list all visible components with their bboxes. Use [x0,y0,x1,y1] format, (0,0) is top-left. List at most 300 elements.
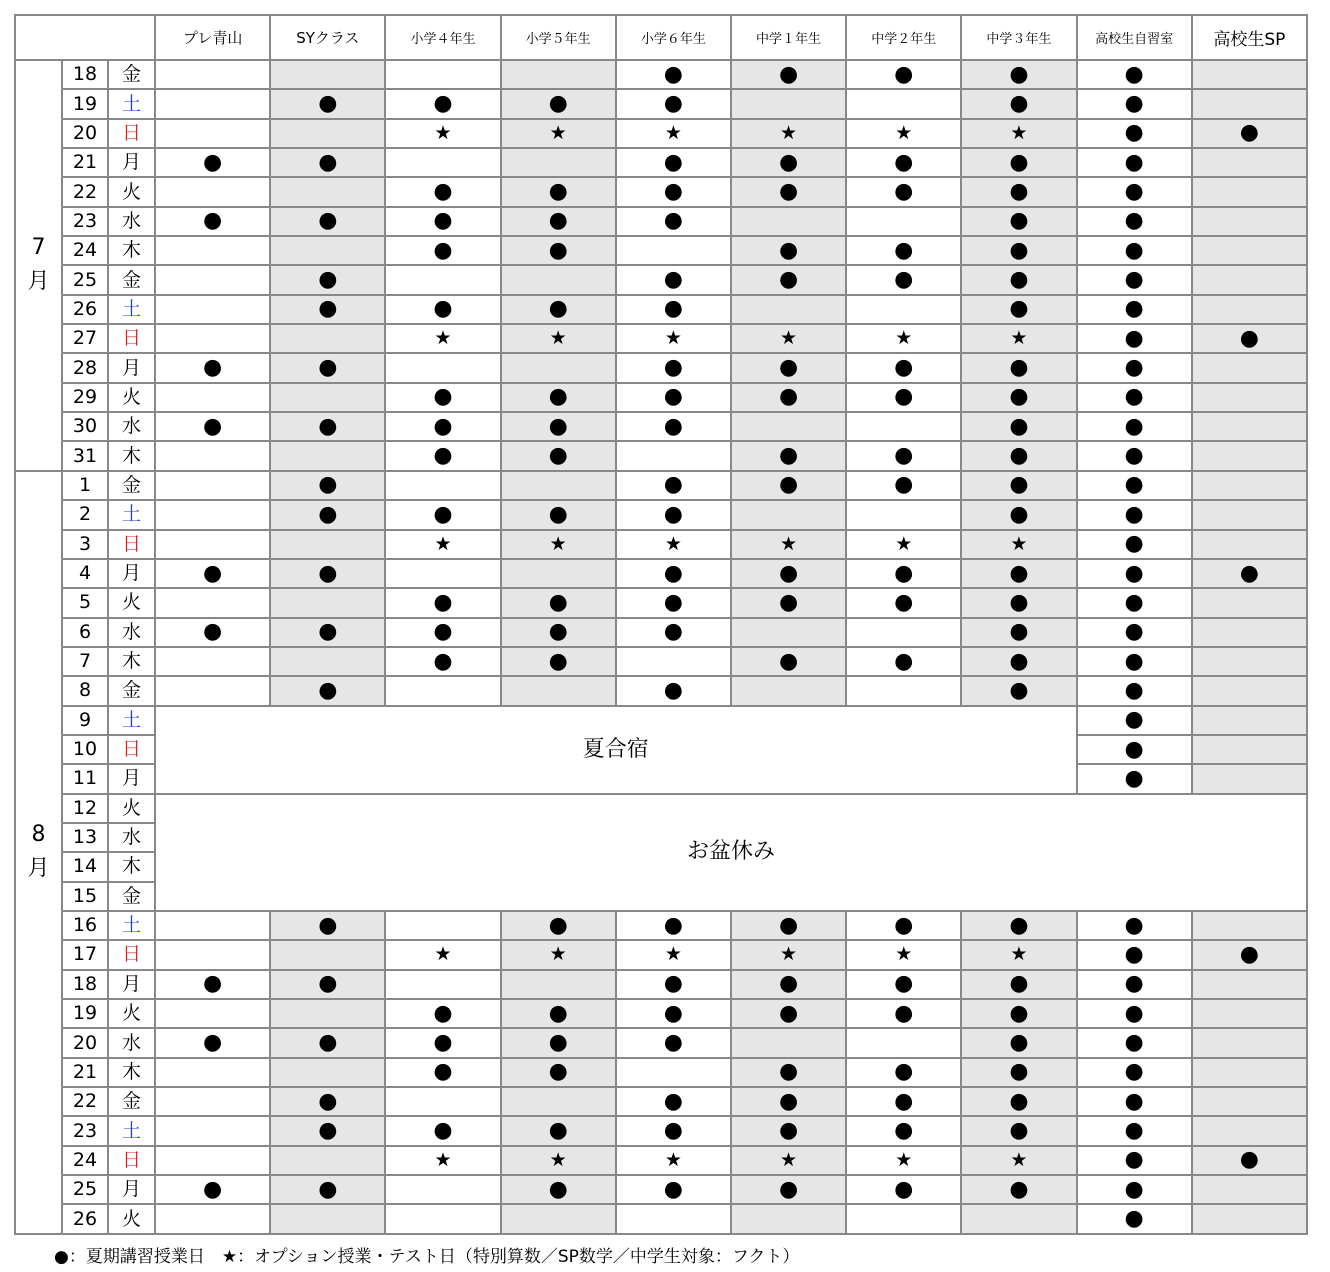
weekday: 木 [108,1058,155,1087]
schedule-cell [501,1087,616,1116]
day-number: 23 [62,1116,108,1145]
schedule-cell: ● [1077,1204,1192,1233]
schedule-cell: ● [501,177,616,206]
schedule-cell: ● [961,207,1076,236]
day-number: 3 [62,530,108,559]
schedule-cell: ● [961,559,1076,588]
schedule-cell: ● [616,412,731,441]
schedule-cell: ● [961,999,1076,1028]
day-number: 6 [62,618,108,647]
weekday: 金 [108,1087,155,1116]
schedule-cell [731,1028,846,1057]
schedule-cell [155,647,270,676]
schedule-cell [385,1204,500,1233]
schedule-cell: ● [385,177,500,206]
schedule-cell: ● [846,647,961,676]
schedule-cell: ★ [731,324,846,353]
schedule-cell: ● [961,1175,1076,1204]
schedule-cell: ● [846,1087,961,1116]
schedule-cell: ● [961,353,1076,382]
weekday: 土 [108,911,155,940]
schedule-cell [501,353,616,382]
schedule-cell [385,60,500,89]
schedule-cell: ★ [731,940,846,969]
schedule-cell [270,119,385,148]
schedule-cell: ● [1077,735,1192,764]
schedule-cell: ● [846,383,961,412]
schedule-cell [731,618,846,647]
summer-camp-block: 夏合宿 [155,706,1077,794]
weekday: 月 [108,970,155,999]
schedule-cell: ● [385,1028,500,1057]
schedule-cell: ● [270,676,385,705]
day-number: 26 [62,1204,108,1233]
weekday: 日 [108,119,155,148]
schedule-cell: ● [1077,353,1192,382]
schedule-cell: ● [616,177,731,206]
schedule-cell: ● [731,236,846,265]
weekday: 火 [108,999,155,1028]
weekday: 日 [108,735,155,764]
schedule-cell: ★ [846,119,961,148]
day-number: 18 [62,970,108,999]
schedule-cell: ● [616,559,731,588]
schedule-cell: ● [501,647,616,676]
schedule-cell [616,1204,731,1233]
day-number: 21 [62,1058,108,1087]
schedule-cell: ● [961,177,1076,206]
day-number: 8 [62,676,108,705]
day-number: 5 [62,588,108,617]
schedule-cell: ● [385,89,500,118]
schedule-cell [270,383,385,412]
schedule-cell: ● [1077,236,1192,265]
day-number: 21 [62,148,108,177]
schedule-cell: ● [846,588,961,617]
schedule-cell: ● [385,999,500,1028]
day-number: 16 [62,911,108,940]
day-number: 7 [62,647,108,676]
schedule-cell: ● [385,295,500,324]
schedule-cell [270,324,385,353]
day-number: 24 [62,1146,108,1175]
schedule-cell: ● [385,647,500,676]
schedule-cell [385,911,500,940]
schedule-cell: ● [961,236,1076,265]
schedule-cell [385,148,500,177]
col-header: 高校生SP [1192,15,1307,60]
schedule-cell: ● [961,441,1076,470]
schedule-cell [1192,60,1307,89]
schedule-cell: ★ [846,324,961,353]
schedule-cell [1192,471,1307,500]
schedule-cell [1192,1058,1307,1087]
schedule-cell [1192,500,1307,529]
table-row [15,441,1307,470]
schedule-cell [1192,1028,1307,1057]
schedule-cell: ● [616,1028,731,1057]
schedule-cell: ● [270,89,385,118]
day-number: 22 [62,1087,108,1116]
table-row [15,207,1307,236]
schedule-cell: ● [501,1116,616,1145]
schedule-cell: ● [846,911,961,940]
schedule-cell [1192,236,1307,265]
schedule-cell: ● [961,60,1076,89]
schedule-cell: ● [731,148,846,177]
legend: ●：夏期講習授業日 ★：オプション授業・テスト日（特別算数／SP数学／中学生対象：フクト） [54,1247,800,1267]
schedule-cell [1192,735,1307,764]
schedule-cell [155,119,270,148]
schedule-cell [501,559,616,588]
schedule-cell: ★ [961,324,1076,353]
month-label: 7 月 [15,60,62,471]
schedule-cell [731,89,846,118]
schedule-cell: ● [1077,1028,1192,1057]
schedule-cell: ● [731,60,846,89]
schedule-cell: ★ [385,324,500,353]
table-row [15,412,1307,441]
weekday: 金 [108,471,155,500]
weekday: 日 [108,1146,155,1175]
schedule-cell: ● [385,618,500,647]
schedule-cell: ● [501,500,616,529]
schedule-cell: ★ [501,530,616,559]
weekday: 日 [108,324,155,353]
schedule-cell: ★ [731,1146,846,1175]
weekday: 月 [108,353,155,382]
schedule-cell: ● [501,618,616,647]
schedule-cell: ● [1077,588,1192,617]
schedule-cell: ● [846,559,961,588]
schedule-cell: ● [1077,471,1192,500]
table-row [15,119,1307,148]
weekday: 金 [108,265,155,294]
schedule-cell: ● [731,1058,846,1087]
day-number: 23 [62,207,108,236]
schedule-cell: ● [1192,559,1307,588]
schedule-body [15,60,1307,1234]
schedule-cell [155,177,270,206]
table-row [15,1058,1307,1087]
schedule-cell [846,207,961,236]
weekday: 土 [108,500,155,529]
schedule-cell: ● [616,970,731,999]
schedule-cell: ● [961,970,1076,999]
schedule-cell: ● [270,265,385,294]
schedule-cell [155,441,270,470]
weekday: 月 [108,148,155,177]
schedule-cell: ● [961,265,1076,294]
weekday: 月 [108,559,155,588]
schedule-cell: ● [731,383,846,412]
schedule-cell: ● [616,295,731,324]
col-header: 中学３年生 [961,15,1076,60]
schedule-cell: ● [731,559,846,588]
col-header: 小学５年生 [501,15,616,60]
day-number: 26 [62,295,108,324]
schedule-cell: ★ [961,119,1076,148]
schedule-cell [1192,588,1307,617]
table-row [15,970,1307,999]
schedule-cell: ● [961,647,1076,676]
schedule-cell [1192,177,1307,206]
schedule-cell: ● [616,618,731,647]
day-number: 18 [62,60,108,89]
schedule-cell: ● [846,236,961,265]
schedule-cell [1192,1204,1307,1233]
schedule-cell: ● [846,1116,961,1145]
schedule-cell: ● [270,471,385,500]
schedule-cell [1192,999,1307,1028]
schedule-cell: ● [501,207,616,236]
schedule-cell: ★ [385,940,500,969]
weekday: 金 [108,676,155,705]
schedule-cell: ★ [961,940,1076,969]
schedule-cell: ● [846,148,961,177]
schedule-cell: ● [385,207,500,236]
schedule-cell [731,500,846,529]
schedule-cell: ★ [961,1146,1076,1175]
table-row [15,148,1307,177]
schedule-cell: ● [1077,1087,1192,1116]
schedule-cell: ★ [846,530,961,559]
schedule-cell: ● [616,911,731,940]
weekday: 金 [108,60,155,89]
table-row [15,1146,1307,1175]
schedule-cell [155,940,270,969]
schedule-cell [155,500,270,529]
day-number: 20 [62,119,108,148]
schedule-cell: ● [501,911,616,940]
schedule-cell: ● [846,970,961,999]
schedule-cell [1192,618,1307,647]
schedule-cell: ● [1077,119,1192,148]
schedule-cell: ● [270,970,385,999]
schedule-cell: ● [1077,940,1192,969]
schedule-cell: ● [155,1175,270,1204]
schedule-cell [385,353,500,382]
schedule-cell [385,265,500,294]
schedule-cell [616,236,731,265]
weekday: 日 [108,940,155,969]
schedule-cell: ● [385,1116,500,1145]
schedule-cell: ● [1077,412,1192,441]
day-number: 17 [62,940,108,969]
schedule-cell: ● [501,383,616,412]
table-row [15,383,1307,412]
schedule-cell: ● [616,676,731,705]
schedule-cell: ● [961,1058,1076,1087]
table-row [15,647,1307,676]
schedule-cell: ● [1077,706,1192,735]
schedule-cell: ● [616,588,731,617]
schedule-cell [616,441,731,470]
schedule-cell [846,618,961,647]
schedule-cell [270,647,385,676]
schedule-cell: ● [1077,970,1192,999]
schedule-cell: ● [155,559,270,588]
schedule-cell: ● [1077,1146,1192,1175]
schedule-cell: ● [846,441,961,470]
schedule-cell: ● [961,89,1076,118]
schedule-cell: ● [961,412,1076,441]
schedule-cell: ● [731,999,846,1028]
schedule-cell: ● [1077,441,1192,470]
schedule-cell [501,265,616,294]
day-number: 29 [62,383,108,412]
schedule-cell [1192,148,1307,177]
schedule-cell [846,1028,961,1057]
schedule-cell [155,1146,270,1175]
table-row [15,940,1307,969]
table-row [15,999,1307,1028]
schedule-cell [1192,207,1307,236]
schedule-cell [155,1204,270,1233]
schedule-cell: ● [270,911,385,940]
schedule-cell: ★ [385,1146,500,1175]
schedule-cell: ● [961,383,1076,412]
schedule-cell: ● [501,1175,616,1204]
schedule-cell: ★ [616,1146,731,1175]
schedule-cell: ● [731,970,846,999]
schedule-cell: ★ [846,1146,961,1175]
weekday: 木 [108,852,155,881]
schedule-cell [155,911,270,940]
schedule-cell: ● [155,148,270,177]
schedule-cell: ● [501,89,616,118]
schedule-cell: ● [731,265,846,294]
schedule-cell [501,970,616,999]
schedule-cell: ● [501,1028,616,1057]
schedule-cell: ● [961,588,1076,617]
schedule-cell [1192,353,1307,382]
schedule-cell: ● [731,353,846,382]
schedule-cell: ● [616,471,731,500]
schedule-cell [1192,530,1307,559]
schedule-cell: ● [1077,999,1192,1028]
schedule-cell [155,530,270,559]
schedule-cell: ● [1192,1146,1307,1175]
schedule-cell: ● [1077,764,1192,793]
table-row [15,1028,1307,1057]
schedule-cell: ● [270,412,385,441]
day-number: 14 [62,852,108,881]
schedule-cell: ★ [385,119,500,148]
schedule-cell: ● [616,207,731,236]
col-header: 小学６年生 [616,15,731,60]
schedule-cell: ● [616,383,731,412]
schedule-cell [385,1087,500,1116]
schedule-cell: ● [385,236,500,265]
schedule-cell: ● [385,588,500,617]
table-row [15,265,1307,294]
table-row [15,471,1307,500]
month-label: 8 月 [15,471,62,1234]
schedule-cell: ★ [501,1146,616,1175]
schedule-cell: ● [385,441,500,470]
schedule-cell: ● [501,236,616,265]
schedule-cell: ● [270,559,385,588]
table-row [15,60,1307,89]
schedule-cell: ● [501,441,616,470]
weekday: 火 [108,383,155,412]
schedule-cell [385,559,500,588]
weekday: 水 [108,823,155,852]
schedule-cell: ★ [501,324,616,353]
day-number: 13 [62,823,108,852]
weekday: 土 [108,1116,155,1145]
schedule-cell: ● [616,999,731,1028]
schedule-cell: ● [501,412,616,441]
schedule-cell: ★ [385,530,500,559]
schedule-cell: ● [155,618,270,647]
schedule-cell: ★ [616,940,731,969]
schedule-cell [501,676,616,705]
schedule-cell: ● [961,500,1076,529]
weekday: 土 [108,706,155,735]
schedule-cell: ● [731,1087,846,1116]
schedule-cell: ● [616,60,731,89]
schedule-cell: ★ [501,119,616,148]
table-row [15,89,1307,118]
obon-holiday-block: お盆休み [155,794,1307,911]
schedule-cell [270,441,385,470]
day-number: 2 [62,500,108,529]
day-number: 31 [62,441,108,470]
schedule-cell: ● [846,1058,961,1087]
schedule-cell [1192,647,1307,676]
schedule-cell: ● [616,500,731,529]
day-number: 30 [62,412,108,441]
weekday: 火 [108,794,155,823]
schedule-cell: ★ [731,119,846,148]
schedule-cell: ● [731,588,846,617]
weekday: 月 [108,1175,155,1204]
schedule-cell: ★ [846,940,961,969]
schedule-cell: ● [846,471,961,500]
schedule-cell [155,1058,270,1087]
col-header: SYクラス [270,15,385,60]
day-number: 19 [62,999,108,1028]
schedule-cell: ● [731,911,846,940]
weekday: 火 [108,588,155,617]
corner-header [15,15,155,60]
schedule-cell: ● [1077,324,1192,353]
schedule-cell: ★ [731,530,846,559]
schedule-cell: ● [270,1175,385,1204]
table-row [15,588,1307,617]
table-row [15,676,1307,705]
schedule-cell: ● [385,500,500,529]
day-number: 25 [62,1175,108,1204]
schedule-cell: ● [270,148,385,177]
schedule-cell: ● [961,911,1076,940]
schedule-cell: ● [846,265,961,294]
schedule-cell [961,1204,1076,1233]
table-row [15,618,1307,647]
schedule-cell: ● [1077,89,1192,118]
schedule-cell [155,676,270,705]
schedule-cell: ★ [501,940,616,969]
schedule-cell: ● [731,177,846,206]
schedule-cell: ● [846,999,961,1028]
table-row [15,500,1307,529]
weekday: 木 [108,647,155,676]
weekday: 金 [108,882,155,911]
schedule-cell: ● [155,1028,270,1057]
schedule-cell [731,295,846,324]
